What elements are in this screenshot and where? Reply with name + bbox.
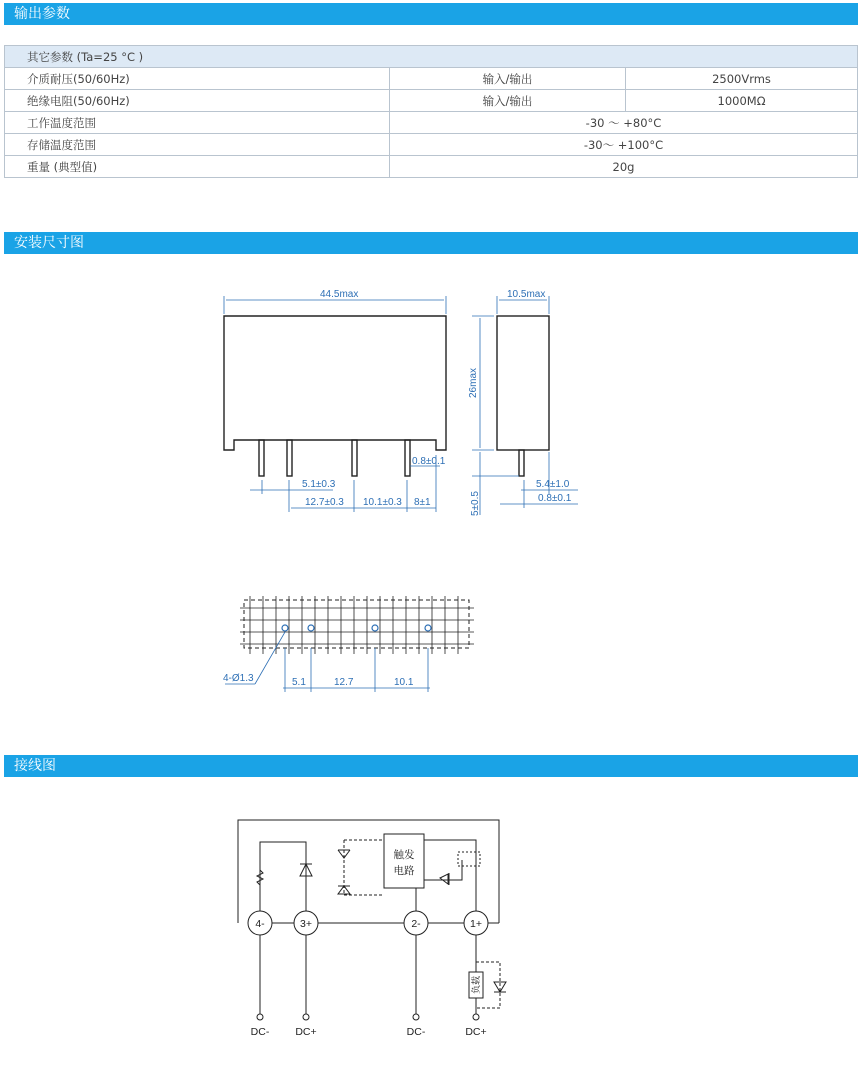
relay-front-body: [224, 316, 446, 450]
output-label: DC-: [250, 1026, 270, 1038]
params-header: 其它参数 (Ta=25 °C ): [5, 46, 858, 68]
terminal-label: 4-: [255, 918, 265, 930]
table-row: [5, 112, 858, 134]
params-table: [4, 45, 858, 178]
dim-side-pin: 0.8±0.1: [538, 493, 572, 504]
output-label: DC-: [406, 1026, 426, 1038]
param-value: -30～ +100°C: [390, 134, 858, 156]
terminal-label: 3+: [300, 918, 312, 930]
params-header-row: [5, 46, 858, 68]
param-name: 存储温度范围: [5, 134, 390, 156]
pcb-hole: [425, 625, 431, 631]
dim-end: 8±1: [414, 497, 431, 508]
pcb-d3: 10.1: [394, 677, 414, 688]
relay-pin: [352, 440, 357, 476]
pcb-hole: [372, 625, 378, 631]
param-value: -30 ～ +80°C: [390, 112, 858, 134]
table-row: [5, 90, 858, 112]
relay-pin: [287, 440, 292, 476]
dim-pin-length: 5±0.5: [470, 491, 481, 516]
pcb-hole-label: 4-Ø1.3: [223, 673, 254, 684]
dim-pitch2: 12.7±0.3: [305, 497, 344, 508]
dim-pitch3: 10.1±0.3: [363, 497, 402, 508]
dim-width: 44.5max: [320, 289, 359, 300]
param-value: 20g: [390, 156, 858, 178]
trigger-circuit: [384, 834, 424, 888]
dim-pitch1: 5.1±0.3: [302, 479, 336, 490]
dim-height: 26max: [468, 367, 479, 398]
param-name: 重量 (典型值): [5, 156, 390, 178]
param-condition: 输入/输出: [390, 68, 626, 90]
relay-pin: [405, 440, 410, 476]
pcb-d1: 5.1: [292, 677, 306, 688]
table-row: [5, 68, 858, 90]
param-name: 介质耐压(50/60Hz): [5, 68, 390, 90]
dimension-drawing: [0, 280, 860, 520]
section-title-mounting: 安装尺寸图: [4, 232, 858, 254]
table-row: [5, 156, 858, 178]
wiring-diagram: [0, 800, 860, 1050]
param-value: 1000MΩ: [626, 90, 858, 112]
section-title-output: 输出参数: [4, 3, 858, 25]
relay-side-body: [497, 316, 549, 450]
param-value: 2500Vrms: [626, 68, 858, 90]
table-row: [5, 134, 858, 156]
pcb-layout-drawing: [0, 588, 860, 698]
pcb-d2: 12.7: [334, 677, 354, 688]
pcb-hole: [308, 625, 314, 631]
section-title-wiring: 接线图: [4, 755, 858, 777]
relay-side-pin: [519, 450, 524, 476]
param-name: 工作温度范围: [5, 112, 390, 134]
dim-pin-width: 0.8±0.1: [412, 456, 446, 467]
terminal-label: 1+: [470, 918, 482, 930]
terminal-label: 2-: [411, 918, 421, 930]
output-label: DC+: [295, 1026, 317, 1038]
param-condition: 输入/输出: [390, 90, 626, 112]
trigger-label-1: 触发: [393, 849, 415, 861]
param-name: 绝缘电阻(50/60Hz): [5, 90, 390, 112]
relay-pin: [259, 440, 264, 476]
output-label: DC+: [465, 1026, 487, 1038]
load-label: 负载: [471, 975, 481, 995]
dim-depth: 10.5max: [507, 289, 546, 300]
pcb-hole: [282, 625, 288, 631]
trigger-label-2: 电路: [393, 865, 415, 877]
dim-side-offset: 5.4±1.0: [536, 479, 570, 490]
